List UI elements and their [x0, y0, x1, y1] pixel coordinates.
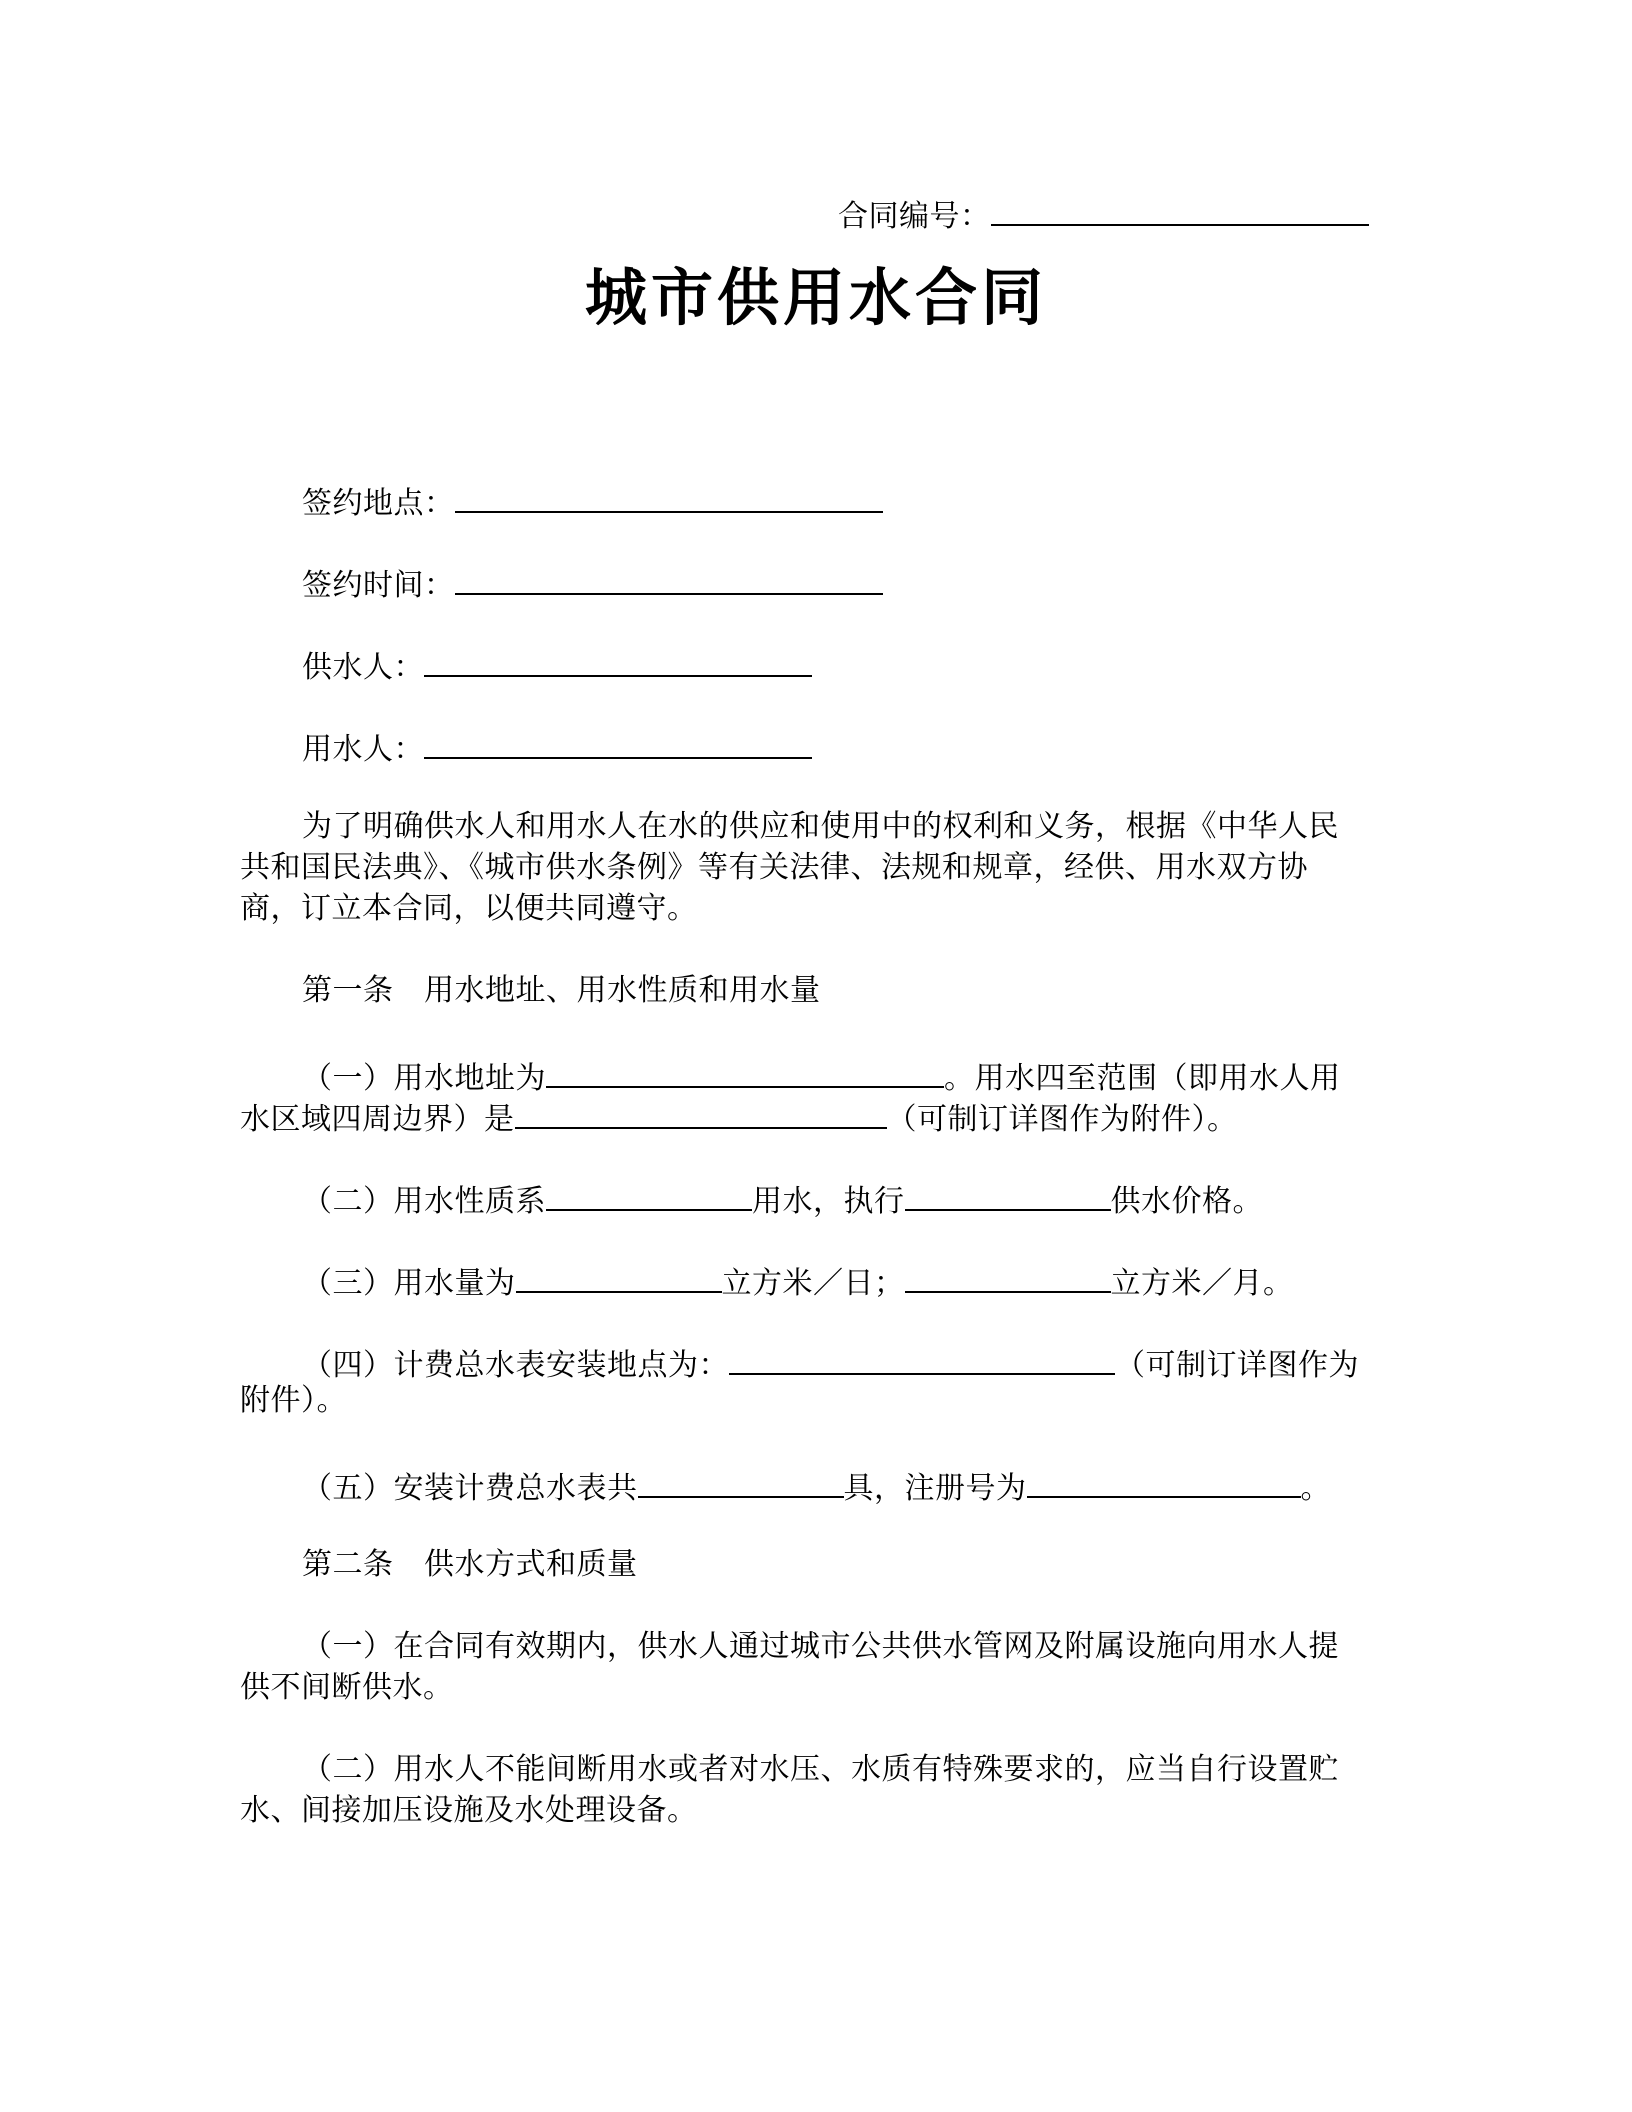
article1-item1-line2	[240, 1093, 1238, 1141]
contract-number-label: 合同编号：	[838, 199, 991, 234]
water-boundary-blank[interactable]	[515, 1093, 887, 1129]
user-blank[interactable]	[424, 723, 812, 759]
article1-item4-line2: 附件）。	[240, 1383, 347, 1418]
daily-volume-blank[interactable]	[516, 1257, 722, 1293]
article1-item1-text-d: （可制订详图作为附件）。	[886, 1102, 1238, 1137]
article2-item2-line1: （二）用水人不能间断用水或者对水压、水质有特殊要求的，应当自行设置贮	[302, 1752, 1339, 1787]
meter-count-blank[interactable]	[638, 1462, 844, 1498]
article2-item1-line2: 供不间断供水。	[240, 1670, 454, 1705]
water-nature-blank[interactable]	[546, 1175, 752, 1211]
article2-heading: 第二条 供水方式和质量	[302, 1547, 638, 1582]
article1-item4-text-b: （可制订详图作为	[1115, 1348, 1359, 1383]
preamble-line-2: 共和国民法典》、《城市供水条例》等有关法律、法规和规章，经供、用水双方协	[240, 850, 1308, 885]
user-label: 用水人：	[302, 732, 424, 767]
water-price-blank[interactable]	[905, 1175, 1111, 1211]
sign-time-label: 签约时间：	[302, 568, 455, 603]
article2-item2-line2: 水、间接加压设施及水处理设备。	[240, 1793, 698, 1828]
sign-place-blank[interactable]	[455, 477, 883, 513]
article1-item5-text-b: 具，注册号为	[843, 1471, 1027, 1506]
meter-register-blank[interactable]	[1027, 1462, 1301, 1498]
article1-item5-text-c: 。	[1300, 1471, 1331, 1506]
article1-item3	[302, 1257, 1294, 1305]
preamble-line-1: 为了明确供水人和用水人在水的供应和使用中的权利和义务，根据《中华人民	[302, 809, 1339, 844]
article1-item3-text-a: （三）用水量为	[302, 1266, 516, 1301]
article1-item4-line1	[302, 1339, 1359, 1387]
sign-time-row	[302, 559, 883, 607]
supplier-row	[302, 641, 812, 689]
article1-item1-text-b: 。用水四至范围（即用水人用	[944, 1061, 1341, 1096]
document-title: 城市供用水合同	[584, 261, 1047, 334]
article1-item2-text-b: 用水，执行	[752, 1184, 905, 1219]
sign-place-row	[302, 477, 883, 525]
article1-item5-text-a: （五）安装计费总水表共	[302, 1471, 638, 1506]
user-row	[302, 723, 812, 771]
article1-heading: 第一条 用水地址、用水性质和用水量	[302, 973, 821, 1008]
sign-place-label: 签约地点：	[302, 486, 455, 521]
contract-number-row	[838, 190, 1369, 238]
water-address-blank[interactable]	[546, 1052, 944, 1088]
article1-item5	[302, 1462, 1331, 1510]
article1-item2	[302, 1175, 1263, 1223]
article1-item3-text-c: 立方米／月。	[1110, 1266, 1294, 1301]
article1-item4-text-a: （四）计费总水表安装地点为：	[302, 1348, 729, 1383]
preamble-line-3: 商，订立本合同，以便共同遵守。	[240, 891, 698, 926]
article1-item3-text-b: 立方米／日；	[721, 1266, 905, 1301]
supplier-blank[interactable]	[424, 641, 812, 677]
sign-time-blank[interactable]	[455, 559, 883, 595]
monthly-volume-blank[interactable]	[905, 1257, 1111, 1293]
article1-item2-text-a: （二）用水性质系	[302, 1184, 546, 1219]
article1-item1-text-a: （一）用水地址为	[302, 1061, 546, 1096]
meter-location-blank[interactable]	[729, 1339, 1115, 1375]
article1-item1-text-c: 水区域四周边界）是	[240, 1102, 515, 1137]
contract-number-blank[interactable]	[991, 190, 1369, 226]
supplier-label: 供水人：	[302, 650, 424, 685]
article2-item1-line1: （一）在合同有效期内，供水人通过城市公共供水管网及附属设施向用水人提	[302, 1629, 1339, 1664]
article1-item2-text-c: 供水价格。	[1110, 1184, 1263, 1219]
